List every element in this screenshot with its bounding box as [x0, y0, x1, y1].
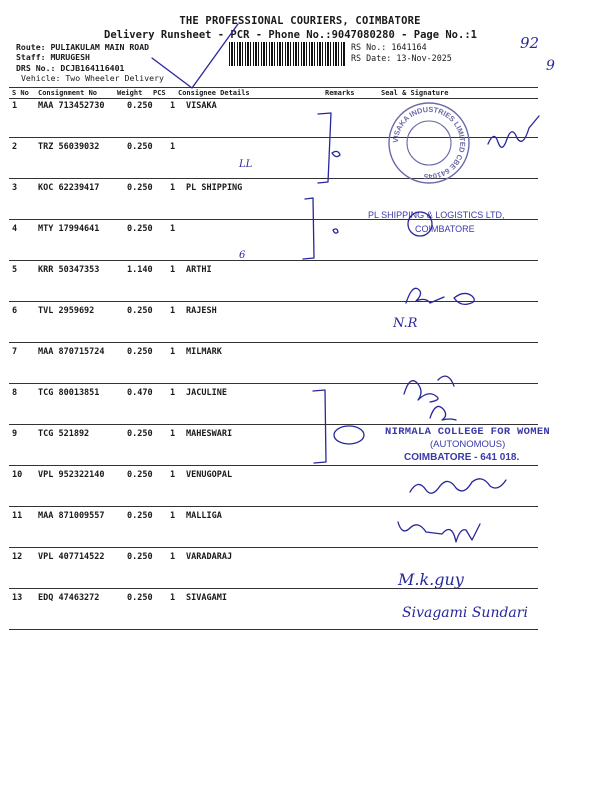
row-pcs: 1 — [170, 347, 176, 357]
row-consignment: VPL 952322140 — [38, 470, 105, 480]
row-sno: 8 — [12, 388, 18, 398]
handwritten-row4-mark: 6 — [239, 250, 246, 261]
row-weight: 0.250 — [127, 306, 153, 316]
row-pcs: 1 — [170, 101, 176, 111]
row-consignee: VARADARAJ — [186, 552, 233, 562]
row-weight: 0.250 — [127, 224, 153, 234]
header-bottom-rule — [9, 98, 538, 99]
malliga-signature-text: M.k.guy — [398, 570, 464, 589]
signature-jaculine — [430, 406, 456, 420]
row-divider — [9, 547, 538, 548]
row-weight: 0.250 — [127, 470, 153, 480]
signature-venugopal — [410, 479, 506, 493]
row-divider — [9, 342, 538, 343]
row-consignee: VISAKA — [186, 101, 217, 111]
drs-label: DRS No.: DCJB164116401 — [16, 63, 125, 73]
row-divider — [9, 465, 538, 466]
row-consignee: JACULINE — [186, 388, 227, 398]
row-sno: 3 — [12, 183, 18, 193]
rs-date: RS Date: 13-Nov-2025 — [351, 53, 452, 63]
row-consignment: MAA 713452730 — [38, 101, 105, 111]
row-consignee: MALLIGA — [186, 511, 222, 521]
row-consignment: KRR 50347353 — [38, 265, 100, 275]
col-sno: S No — [12, 89, 29, 97]
row-weight: 0.250 — [127, 101, 153, 111]
row-weight: 0.250 — [127, 347, 153, 357]
bracket-rows-3-4 — [303, 198, 314, 259]
row-weight: 0.250 — [127, 511, 153, 521]
row-consignee: SIVAGAMI — [186, 593, 227, 603]
nirmala-seal-line2: (AUTONOMOUS) — [430, 439, 506, 450]
rajesh-signature-text: N.R — [393, 316, 418, 331]
row-consignment: TCG 521892 — [38, 429, 90, 439]
stamp-ring-text: VISAKA INDUSTRIES LIMITED CBE 641045 — [390, 104, 468, 182]
row-divider — [9, 301, 538, 302]
row-sno: 10 — [12, 470, 23, 480]
row-sno: 5 — [12, 265, 18, 275]
nirmala-seal-line3: COIMBATORE - 641 018. — [404, 452, 520, 463]
runsheet-subtitle: Delivery Runsheet - PCR - Phone No.:9047080280 - Page No.:1 — [104, 29, 477, 41]
col-weight: Weight — [117, 89, 143, 97]
row-sno: 7 — [12, 347, 18, 357]
row-pcs: 1 — [170, 511, 176, 521]
row-sno: 2 — [12, 142, 18, 152]
row-divider — [9, 260, 538, 261]
row-sno: 9 — [12, 429, 18, 439]
svg-text:VISAKA INDUSTRIES LIMITED CBE — [391, 105, 467, 181]
row-consignment: KOC 62239417 — [38, 183, 100, 193]
row-weight: 0.250 — [127, 142, 153, 152]
row-consignee: RAJESH — [186, 306, 217, 316]
row-weight: 0.470 — [127, 388, 153, 398]
row-consignment: MAA 871009557 — [38, 511, 105, 521]
route-label: Route: PULIAKULAM MAIN ROAD — [16, 42, 150, 52]
signature-malliga-scribble — [398, 522, 480, 542]
row-pcs: 1 — [170, 388, 176, 398]
row-consignment: TRZ 56039032 — [38, 142, 100, 152]
row-sno: 6 — [12, 306, 18, 316]
row-weight: 0.250 — [127, 593, 153, 603]
row-weight: 0.250 — [127, 429, 153, 439]
row-pcs: 1 — [170, 593, 176, 603]
col-consignment: Consignment No — [38, 89, 98, 97]
handwritten-page-mark-bottom: 9 — [546, 58, 555, 74]
rs-number: RS No.: 1641164 — [351, 42, 427, 52]
handwritten-page-mark-top: 92 — [520, 34, 540, 52]
row-divider — [9, 629, 538, 630]
row-weight: 1.140 — [127, 265, 153, 275]
row-divider — [9, 383, 538, 384]
pl-shipping-seal-line2: COIMBATORE — [415, 224, 475, 234]
row-consignment: TCG 80013851 — [38, 388, 100, 398]
row-sno: 11 — [12, 511, 23, 521]
row-consignee: VENUGOPAL — [186, 470, 233, 480]
row-sno: 4 — [12, 224, 18, 234]
row-consignment: EDQ 47463272 — [38, 593, 100, 603]
row-pcs: 1 — [170, 470, 176, 480]
signature-visaka — [488, 116, 539, 147]
remark-mark-row2 — [332, 151, 340, 156]
row-consignment: TVL 2959692 — [38, 306, 95, 316]
row-divider — [9, 506, 538, 507]
company-title: THE PROFESSIONAL COURIERS, COIMBATORE — [179, 15, 421, 27]
row-pcs: 1 — [170, 224, 176, 234]
row-consignee: ARTHI — [186, 265, 212, 275]
row-pcs: 1 — [170, 306, 176, 316]
signature-milmark — [404, 376, 454, 402]
row-pcs: 1 — [170, 183, 176, 193]
row-consignment: MTY 17994641 — [38, 224, 100, 234]
row-divider — [9, 424, 538, 425]
header-top-rule — [9, 87, 538, 88]
row-consignment: MAA 870715724 — [38, 347, 105, 357]
row-consignee: PL SHIPPING — [186, 183, 243, 193]
col-pcs: PCS — [153, 89, 166, 97]
bracket-rows-1-2 — [318, 113, 331, 183]
row-consignee: MILMARK — [186, 347, 222, 357]
barcode — [229, 42, 345, 66]
row-sno: 12 — [12, 552, 23, 562]
nirmala-seal-line1: NIRMALA COLLEGE FOR WOMEN — [385, 426, 551, 438]
row-pcs: 1 — [170, 142, 176, 152]
remark-mark-row4 — [333, 229, 338, 233]
remark-circle-row9 — [334, 426, 364, 444]
row-weight: 0.250 — [127, 552, 153, 562]
col-remarks: Remarks — [325, 89, 355, 97]
round-company-stamp — [387, 101, 471, 185]
col-consignee: Consignee Details — [178, 89, 250, 97]
col-seal: Seal & Signature — [381, 89, 449, 97]
row-weight: 0.250 — [127, 183, 153, 193]
row-consignment: VPL 407714522 — [38, 552, 105, 562]
row-sno: 1 — [12, 101, 18, 111]
row-sno: 13 — [12, 593, 23, 603]
bracket-rows-8-9 — [313, 390, 326, 463]
sivagami-signature-text: Sivagami Sundari — [402, 605, 528, 621]
row-pcs: 1 — [170, 429, 176, 439]
vehicle-label: Vehicle: Two Wheeler Delivery — [21, 73, 164, 83]
row-consignee: MAHESWARI — [186, 429, 233, 439]
staff-label: Staff: MURUGESH — [16, 52, 90, 62]
handwritten-row2-mark: LL — [239, 159, 253, 170]
row-pcs: 1 — [170, 265, 176, 275]
row-pcs: 1 — [170, 552, 176, 562]
pl-shipping-seal-line1: PL SHIPPING & LOGISTICS LTD, — [368, 210, 505, 220]
